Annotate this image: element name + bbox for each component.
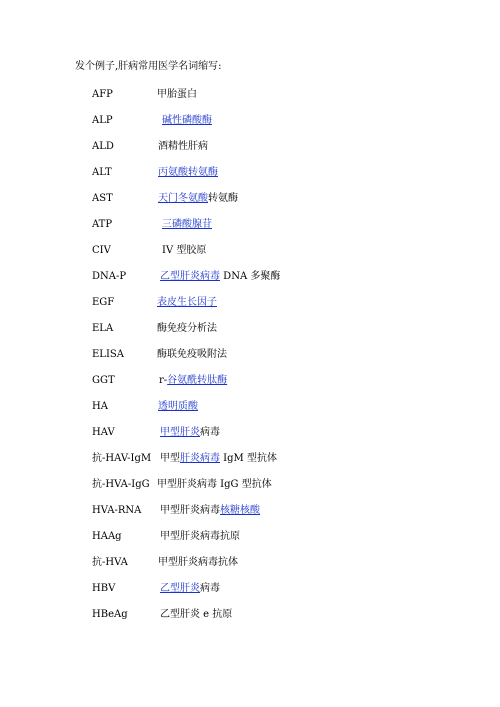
term-text: DNA 多聚酶 [220, 271, 281, 282]
term-text: 甲胎蛋白 [157, 89, 197, 100]
term-link[interactable]: 天门冬氨酸 [158, 193, 208, 204]
term-description [157, 88, 197, 102]
term-text: 转氨酶 [208, 193, 238, 204]
term-description [160, 270, 280, 284]
term-link[interactable]: 核糖核酸 [220, 505, 260, 516]
term-description [158, 192, 238, 206]
term-link[interactable]: 表皮生长因子 [157, 297, 217, 308]
abbreviation: 抗-HVA [92, 557, 128, 568]
term-description [159, 374, 227, 388]
abbreviation: 抗-HAV-IgM [92, 453, 152, 464]
term-description [157, 322, 217, 336]
term-description [160, 582, 220, 596]
abbreviation: EGF [92, 297, 115, 308]
term-description [160, 608, 232, 622]
abbreviation: GGT [92, 375, 115, 386]
term-description [160, 452, 277, 466]
term-text: 乙型肝炎 e 抗原 [160, 609, 233, 620]
term-text: 甲型肝炎病毒抗原 [160, 531, 240, 542]
term-text: IV 型胶原 [162, 245, 207, 256]
term-description [160, 504, 260, 518]
abbreviation: HAV [92, 427, 115, 438]
term-text: 甲型肝炎病毒 IgG 型抗体 [157, 479, 272, 490]
term-text: 甲型 [160, 453, 180, 464]
term-link[interactable]: 透明质酸 [158, 401, 198, 412]
abbreviation: ALP [92, 115, 113, 126]
term-description [162, 218, 212, 232]
abbreviation: HVA-RNA [92, 505, 142, 516]
abbreviation: AST [92, 193, 113, 204]
term-description [157, 478, 272, 492]
abbreviation: HBV [92, 583, 116, 594]
term-text: 酒精性肝病 [158, 141, 208, 152]
term-text: r- [159, 375, 168, 386]
term-link[interactable]: 肝炎病毒 [180, 453, 220, 464]
term-description [162, 114, 212, 128]
abbreviation: ATP [92, 219, 113, 230]
term-text: 甲型肝炎病毒抗体 [158, 557, 238, 568]
term-description [160, 426, 220, 440]
term-text: 病毒 [200, 427, 220, 438]
abbreviation: CIV [92, 245, 111, 256]
term-description [158, 140, 208, 154]
term-description [162, 244, 206, 258]
abbreviation: HAAg [92, 531, 122, 542]
term-link[interactable]: 乙型肝炎 [160, 583, 200, 594]
abbreviation: HA [92, 401, 108, 412]
term-description [158, 556, 238, 570]
abbreviation: ELISA [92, 349, 124, 360]
term-link[interactable]: 谷氨酰转肽酶 [167, 375, 228, 386]
term-description [158, 400, 198, 414]
abbreviation: ALD [92, 141, 114, 152]
abbreviation: 抗-HVA-IgG [92, 479, 150, 490]
term-link[interactable]: 三磷酸腺苷 [162, 219, 212, 230]
term-description [157, 348, 227, 362]
term-link[interactable]: 甲型肝炎 [160, 427, 200, 438]
abbreviation: HBeAg [92, 609, 128, 620]
term-description [160, 530, 240, 544]
abbreviation: ALT [92, 167, 112, 178]
term-text: IgM 型抗体 [220, 453, 277, 464]
term-description [158, 166, 218, 180]
term-text: 病毒 [200, 583, 220, 594]
term-link[interactable]: 丙氨酸转氨酶 [158, 167, 218, 178]
abbreviation: AFP [92, 89, 113, 100]
term-text: 甲型肝炎病毒 [160, 505, 220, 516]
page-title: 发个例子,肝病常用医学名词缩写: [75, 61, 222, 72]
term-text: 酶联免疫吸附法 [157, 349, 227, 360]
term-text: 酶免疫分析法 [157, 323, 217, 334]
abbreviation: DNA-P [92, 271, 127, 282]
abbreviation: ELA [92, 323, 114, 334]
term-link[interactable]: 碱性磷酸酶 [162, 115, 212, 126]
term-description [157, 296, 217, 310]
term-link[interactable]: 乙型肝炎病毒 [160, 271, 220, 282]
